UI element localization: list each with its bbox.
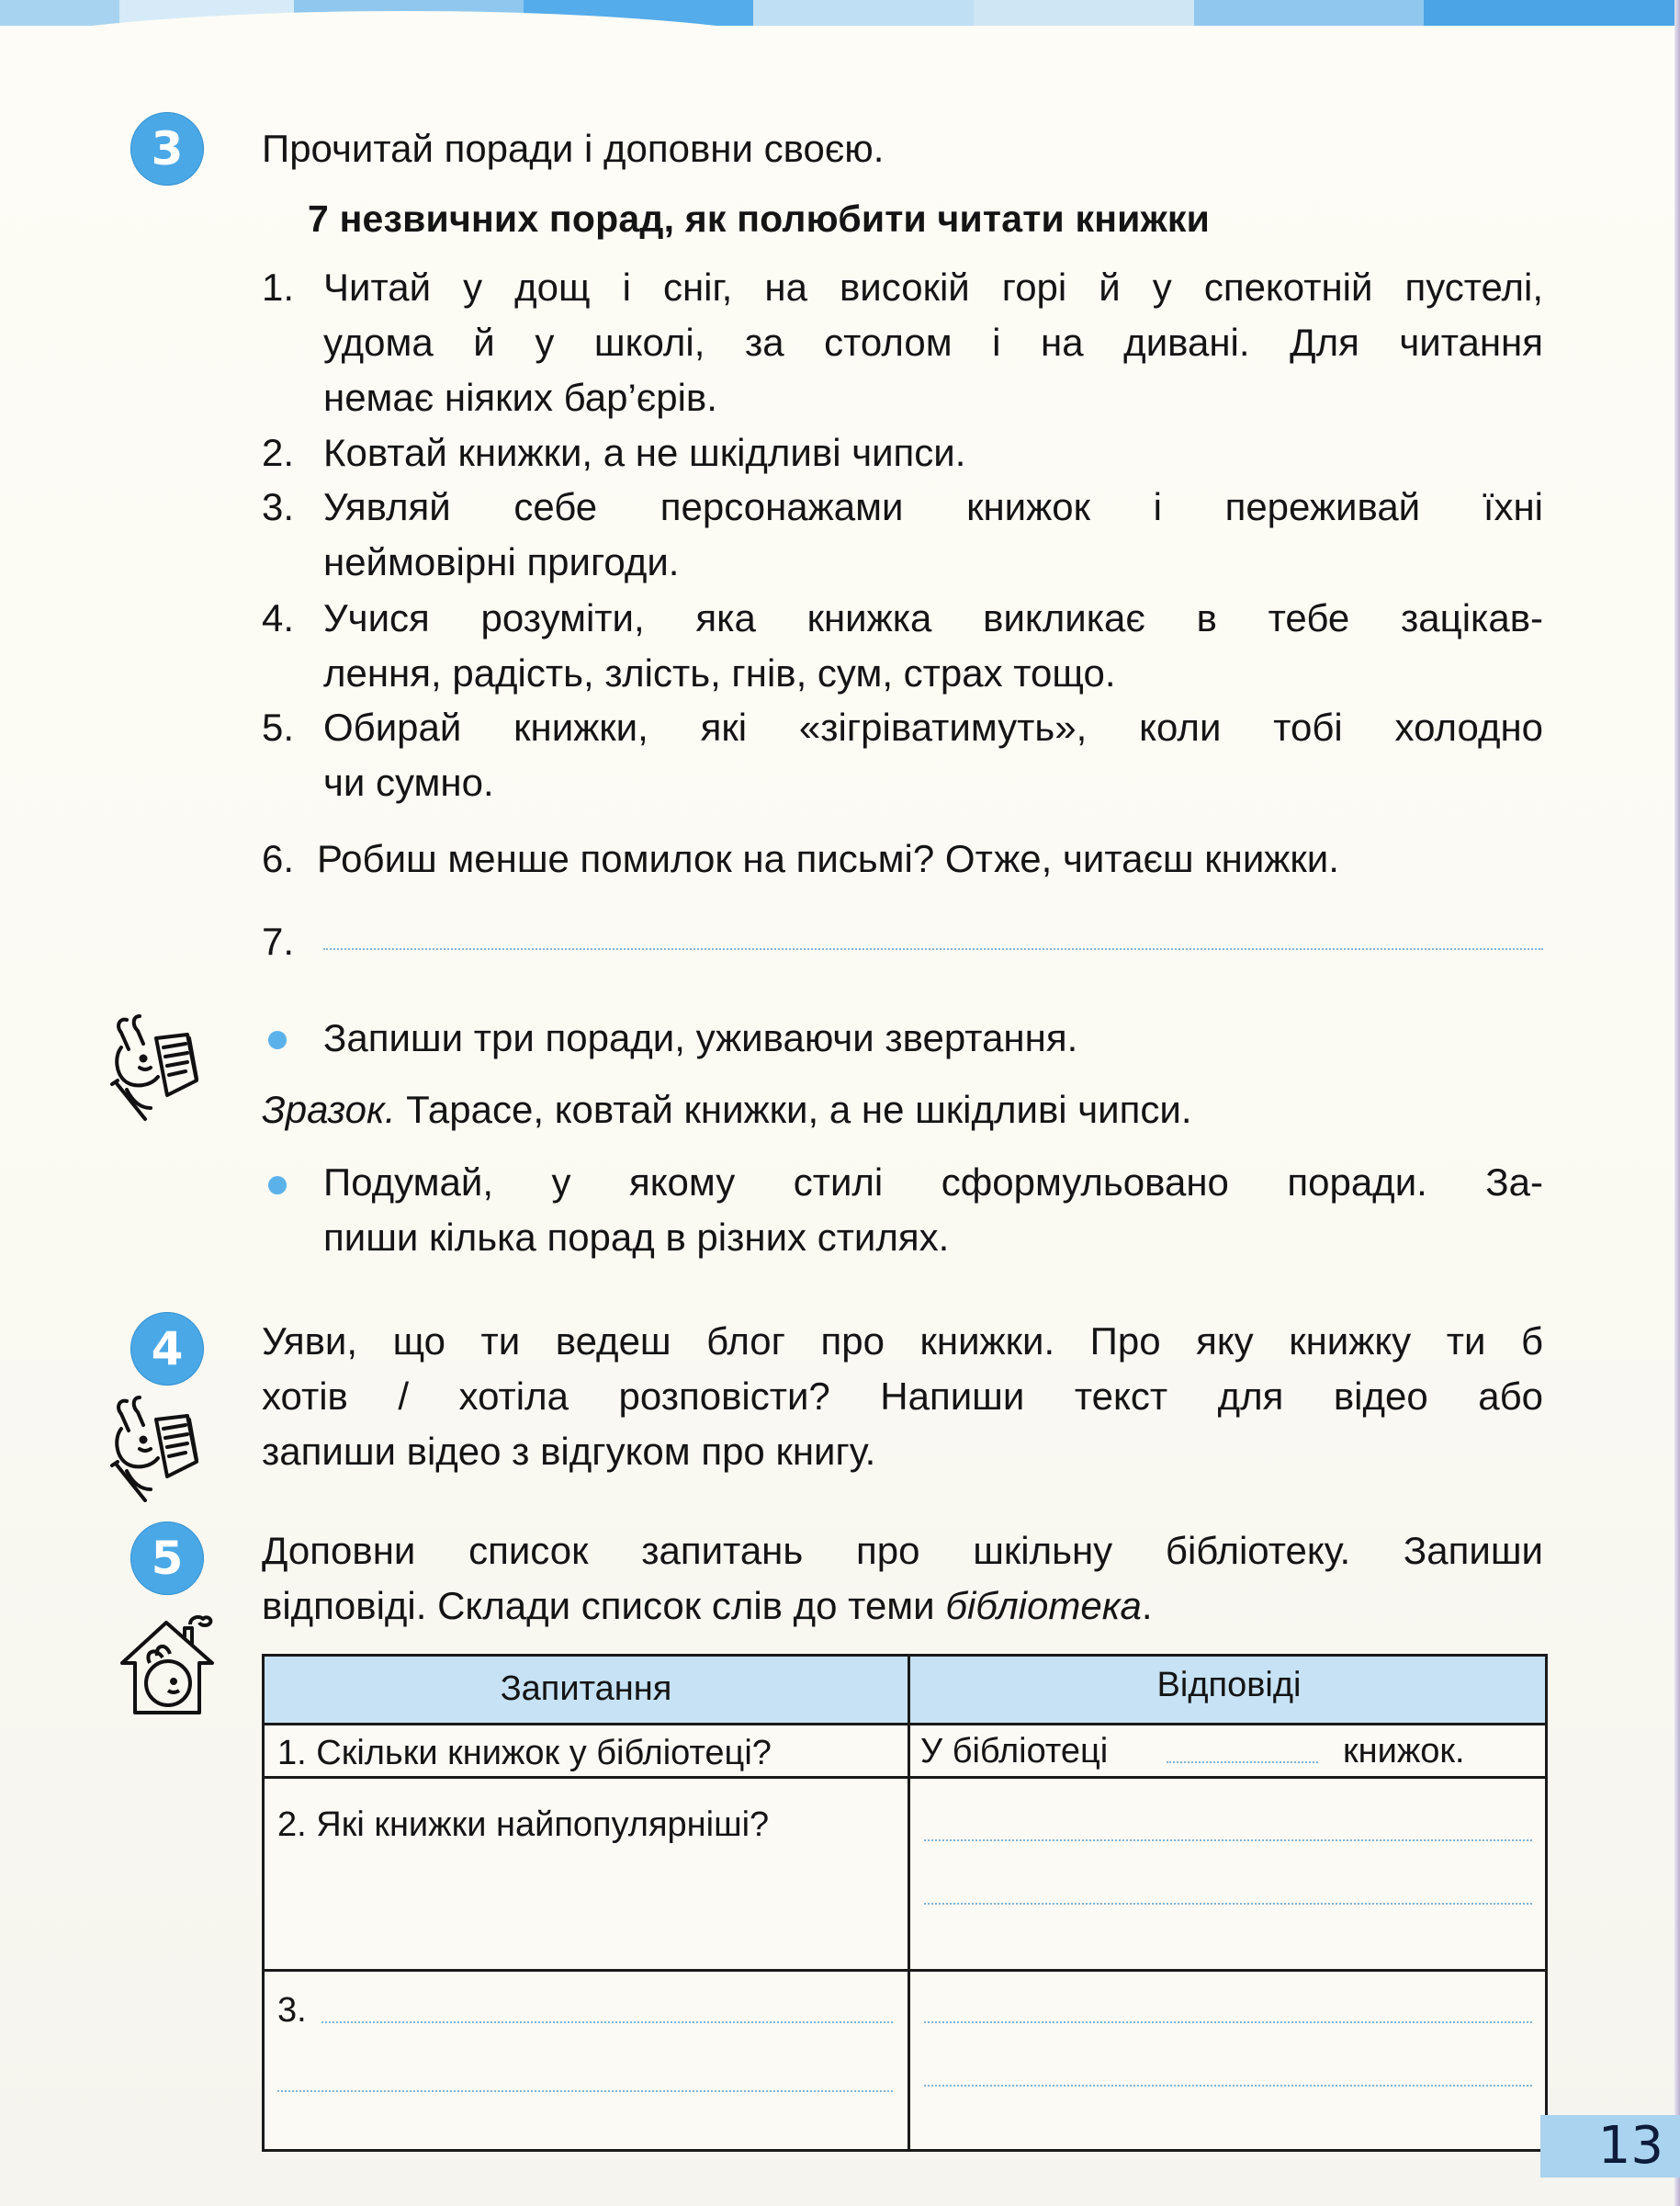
exercise5-line-2 bbox=[262, 1578, 1153, 1634]
tips-title: 7 незвичних порад, як полюбити читати книжки bbox=[308, 198, 1210, 240]
task-b-line-1: Подумай, у якому стилі сформульовано поради. За- bbox=[323, 1160, 1543, 1204]
example-label: Зразок. bbox=[262, 1088, 396, 1131]
page-number-box bbox=[1540, 2115, 1680, 2178]
tip-7-answer-line[interactable] bbox=[323, 948, 1543, 950]
tip-number-5: 5. bbox=[262, 706, 295, 749]
answer-3-line-1[interactable] bbox=[924, 2021, 1532, 2023]
task-a-text: Запиши три поради, уживаючи звертання. bbox=[323, 1016, 1078, 1059]
answer-2-line-1[interactable] bbox=[924, 1839, 1532, 1841]
tip-1-line-1: Читай у дощ і сніг, на високій горі й у спекотній пустелі, bbox=[323, 266, 1543, 309]
task-b-line-2: пиши кілька порад в різних стилях. bbox=[323, 1216, 950, 1259]
tip-number-2: 2. bbox=[262, 431, 295, 474]
exercise5-line-2-text: відповіді. Склади список слів до теми bbox=[262, 1584, 946, 1627]
exercise3-instruction: Прочитай поради і доповни своєю. bbox=[262, 127, 885, 170]
tip-3-line-1: Уявляй себе персонажами книжок і переживай їхні bbox=[323, 485, 1543, 528]
strip-block-4 bbox=[753, 0, 974, 26]
topic-word: бібліотека bbox=[945, 1584, 1142, 1627]
row-divider bbox=[265, 1969, 1545, 1972]
tip-2-line-1: Ковтай книжки, а не шкідливі чипси. bbox=[323, 431, 966, 474]
question-2: 2. Які книжки найпопулярніші? bbox=[277, 1805, 770, 1844]
exercise4-line-3: запиши відео з відгуком про книгу. bbox=[262, 1430, 876, 1473]
page-number: 13 bbox=[1597, 2116, 1663, 2176]
exercise-number-badge-4: 4 bbox=[130, 1312, 204, 1386]
question-3-number: 3. bbox=[277, 1991, 307, 2030]
question-1: 1. Скільки книжок у бібліотеці? bbox=[277, 1734, 772, 1772]
question-3-line-2[interactable] bbox=[277, 2090, 893, 2092]
answer-2-line-2[interactable] bbox=[924, 1903, 1532, 1905]
tip-number-4: 4. bbox=[262, 596, 295, 639]
tip-number-3: 3. bbox=[262, 485, 295, 528]
column-header-answers: Відповіді bbox=[1156, 1666, 1302, 1704]
exercise5-line-1: Доповни список запитань про шкільну бібліотеку. Запиши bbox=[262, 1529, 1543, 1572]
exercise4-line-1: Уяви, що ти ведеш блог про книжки. Про яку книжку ти б bbox=[262, 1319, 1543, 1363]
tip-6-line-1: Робиш менше помилок на письмі? Отже, читаєш книжки. bbox=[317, 837, 1339, 880]
answer-1-blank[interactable] bbox=[1167, 1761, 1318, 1763]
column-divider bbox=[908, 1657, 910, 2149]
bunny-reading-icon bbox=[99, 1392, 219, 1507]
strip-block-0 bbox=[0, 0, 119, 26]
tip-1-line-2: удома й у школі, за столом і на дивані. Для читання bbox=[323, 321, 1543, 364]
bunny-reading-icon bbox=[99, 1011, 219, 1126]
example-line bbox=[262, 1082, 1192, 1137]
answer-1-prefix: У бібліотеці bbox=[920, 1732, 1109, 1770]
bullet-icon bbox=[268, 1031, 287, 1049]
strip-block-5 bbox=[974, 0, 1194, 26]
period: . bbox=[1141, 1584, 1153, 1627]
tip-4-line-1: Учися розуміти, яка книжка викликає в тебе зацікав- bbox=[323, 596, 1543, 639]
exercise-number-badge-5: 5 bbox=[130, 1522, 204, 1595]
exercise4-line-2: хотів / хотіла розповісти? Напиши текст для відео або bbox=[262, 1375, 1543, 1418]
strip-block-6 bbox=[1194, 0, 1424, 26]
strip-block-7 bbox=[1424, 0, 1680, 26]
bullet-icon bbox=[268, 1176, 287, 1194]
page-edge bbox=[1674, 0, 1680, 2206]
tip-number-7: 7. bbox=[262, 920, 295, 963]
tip-5-line-1: Обирай книжки, які «зігріватимуть», коли тобі холодно bbox=[323, 706, 1543, 749]
column-header-questions: Запитання bbox=[500, 1669, 672, 1708]
tip-5-line-2: чи сумно. bbox=[323, 761, 494, 804]
questions-answers-table bbox=[262, 1654, 1548, 2152]
question-3-line-1[interactable] bbox=[321, 2021, 893, 2023]
row-divider bbox=[265, 1776, 1545, 1779]
tip-number-6: 6. bbox=[262, 837, 295, 880]
home-task-icon bbox=[115, 1610, 225, 1720]
tip-1-line-3: немає ніяких бар’єрів. bbox=[323, 376, 717, 419]
answer-3-line-2[interactable] bbox=[924, 2085, 1532, 2087]
tip-number-1: 1. bbox=[262, 266, 295, 309]
example-text: Тарасе, ковтай книжки, а не шкідливі чипси. bbox=[406, 1088, 1192, 1131]
answer-1-suffix: книжок. bbox=[1343, 1732, 1465, 1770]
tip-4-line-2: лення, радість, злість, гнів, сум, страх тощо. bbox=[323, 651, 1116, 695]
tip-3-line-2: неймовірні пригоди. bbox=[323, 540, 680, 583]
exercise-number-badge-3: 3 bbox=[130, 112, 204, 186]
